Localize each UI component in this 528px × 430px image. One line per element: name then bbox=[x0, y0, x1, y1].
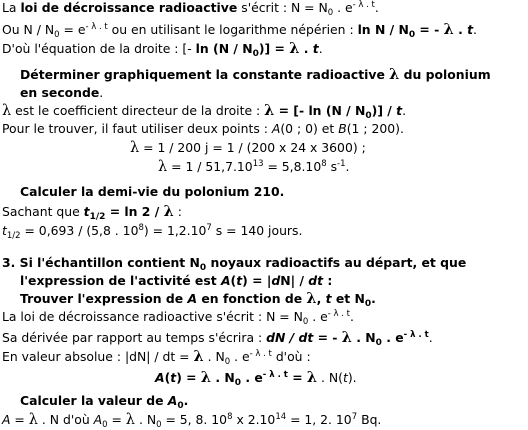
text: : bbox=[323, 273, 333, 288]
text: (1 ; 200). bbox=[346, 121, 404, 136]
subscript: 1/2 bbox=[6, 231, 21, 241]
formula: ln N / N bbox=[357, 22, 409, 37]
lambda-symbol: λ bbox=[158, 159, 168, 175]
half-life-symbol: t bbox=[83, 204, 90, 219]
formula: )] / bbox=[371, 103, 397, 118]
formula: = ln 2 / bbox=[105, 204, 164, 219]
subscript: 0 bbox=[199, 263, 207, 273]
text: La loi de décroissance radioactive s'écrit : N = N bbox=[2, 309, 303, 324]
half-life-formula-line bbox=[2, 203, 182, 222]
text: . bbox=[371, 291, 376, 306]
text: Sa dérivée par rapport au temps s'écrira : bbox=[2, 330, 267, 345]
subscript: 0 bbox=[302, 317, 309, 327]
time-variable: t bbox=[396, 103, 403, 118]
point-label: B bbox=[338, 121, 347, 136]
text: est le coefficient directeur de la droite : bbox=[11, 103, 265, 118]
text: = 5,8.10 bbox=[263, 159, 322, 174]
exponent: - λ . t bbox=[85, 22, 108, 32]
question-heading bbox=[20, 67, 491, 82]
time-variable: t bbox=[467, 22, 474, 37]
subscript: 0 bbox=[224, 357, 231, 367]
subscript: 1/2 bbox=[89, 212, 106, 222]
text: Trouver l'expression de bbox=[20, 291, 188, 306]
decay-law-line bbox=[2, 0, 379, 18]
activity-symbol: A bbox=[155, 370, 165, 385]
text: D'où l'équation de la droite : [- bbox=[2, 41, 196, 56]
text: . N( bbox=[317, 370, 343, 385]
text: d'où : bbox=[271, 349, 311, 364]
text: ou en utilisant le logarithme népérien : bbox=[107, 22, 358, 37]
text: N| / bbox=[280, 273, 309, 288]
text: . N bbox=[211, 370, 235, 385]
exponent: - λ . t bbox=[327, 309, 350, 319]
text: . bbox=[428, 330, 433, 345]
activity-symbol: A bbox=[93, 412, 103, 427]
text: Calculer la demi-vie du polonium 210. bbox=[20, 184, 285, 199]
text: noyaux radioactifs au départ, et que bbox=[206, 255, 467, 270]
text: ) = bbox=[176, 370, 201, 385]
exponent: -1 bbox=[337, 159, 346, 169]
exponent: 8 bbox=[138, 223, 144, 233]
text: . bbox=[473, 22, 477, 37]
exponent: 8 bbox=[227, 412, 233, 422]
decay-law-line bbox=[2, 309, 354, 327]
activity-symbol: A bbox=[220, 273, 231, 288]
exponent: 13 bbox=[252, 159, 264, 169]
text: = bbox=[10, 412, 29, 427]
text: , bbox=[316, 291, 326, 306]
text: = 5, 8. 10 bbox=[161, 412, 228, 427]
activity-result-line bbox=[2, 412, 381, 428]
lambda-symbol: λ bbox=[389, 66, 400, 83]
line-equation bbox=[2, 40, 323, 59]
text: . N bbox=[203, 349, 225, 364]
time-variable: t bbox=[170, 370, 177, 385]
formula: ln (N / N bbox=[195, 41, 253, 56]
text: Pour le trouver, il faut utiliser deux points : bbox=[2, 121, 272, 136]
formula: ln (N / N bbox=[308, 103, 366, 118]
subscript: 0 bbox=[54, 30, 60, 40]
text: : bbox=[173, 204, 182, 219]
exponent: 14 bbox=[275, 412, 287, 422]
text: en fonction de bbox=[197, 291, 307, 306]
text: Sachant que bbox=[2, 204, 84, 219]
text: . N bbox=[135, 412, 157, 427]
text: = 1, 2. 10 bbox=[286, 412, 352, 427]
lambda-symbol: λ bbox=[163, 203, 174, 220]
half-life-result-line bbox=[2, 223, 303, 241]
law-name: loi de décroissance radioactive bbox=[20, 0, 238, 15]
subscript: 0 bbox=[365, 111, 372, 121]
text: ). bbox=[347, 370, 357, 385]
text: . bbox=[183, 393, 189, 408]
subscript: 0 bbox=[234, 378, 242, 388]
text: . bbox=[345, 159, 350, 174]
text: . N d'où bbox=[37, 412, 94, 427]
time-variable: t bbox=[325, 291, 332, 306]
text: Déterminer graphiquement la constante radioactive bbox=[20, 67, 390, 82]
time-variable: t bbox=[236, 273, 243, 288]
text: Bq. bbox=[357, 412, 382, 427]
question-heading-cont bbox=[20, 85, 103, 100]
differential: d bbox=[271, 273, 281, 288]
subscript: 0 bbox=[177, 401, 184, 411]
subscript: 0 bbox=[156, 420, 162, 430]
exponent: 7 bbox=[351, 412, 358, 422]
lambda-symbol: λ bbox=[130, 140, 140, 156]
question-heading bbox=[2, 255, 467, 273]
activity-symbol: A bbox=[187, 291, 198, 306]
point-label: A bbox=[271, 121, 281, 136]
text: . e bbox=[230, 349, 250, 364]
half-life-symbol: t bbox=[2, 223, 7, 238]
lambda-calc-line bbox=[130, 140, 366, 156]
formula: = [- bbox=[274, 103, 309, 118]
text: Ou N / N bbox=[2, 22, 55, 37]
question-heading bbox=[20, 290, 376, 309]
text: = bbox=[287, 370, 307, 385]
log-line bbox=[2, 21, 477, 40]
formula: . e bbox=[381, 330, 404, 345]
formula: . N bbox=[351, 330, 376, 345]
exponent: 8 bbox=[321, 159, 327, 169]
text: En valeur absolue : |dN| / dt = bbox=[2, 349, 194, 364]
exponent: - λ . t bbox=[352, 0, 375, 10]
lambda-symbol: λ bbox=[125, 412, 135, 428]
lambda-symbol: λ bbox=[28, 412, 38, 428]
text: ( bbox=[230, 273, 237, 288]
subscript: 0 bbox=[327, 8, 334, 18]
text: et N bbox=[331, 291, 365, 306]
text: . e bbox=[333, 0, 353, 15]
points-line bbox=[2, 121, 404, 136]
text: en seconde bbox=[20, 85, 100, 100]
text: s bbox=[326, 159, 338, 174]
slope-line bbox=[2, 103, 406, 119]
lambda-symbol: λ bbox=[264, 102, 275, 119]
formula: . bbox=[299, 41, 313, 56]
subscript: 0 bbox=[375, 338, 382, 348]
lambda-symbol: λ bbox=[193, 348, 204, 365]
time-variable: t bbox=[312, 41, 319, 56]
lambda-symbol: λ bbox=[443, 21, 454, 38]
formula: = - bbox=[313, 330, 342, 345]
exponent: 7 bbox=[206, 223, 212, 233]
differential: dt bbox=[308, 273, 324, 288]
text: = 1 / 200 j = 1 / (200 x 24 x 3600) ; bbox=[139, 140, 366, 155]
text: = bbox=[107, 412, 126, 427]
text: 3. Si l'échantillon contient N bbox=[2, 255, 200, 270]
text: s = 140 jours. bbox=[211, 223, 303, 238]
activity-symbol: A bbox=[2, 412, 11, 427]
text: . e bbox=[241, 370, 263, 385]
text: . bbox=[99, 85, 104, 100]
lambda-symbol: λ bbox=[2, 103, 12, 119]
text: . bbox=[350, 309, 354, 324]
text: ) = | bbox=[242, 273, 272, 288]
activity-expression bbox=[155, 369, 357, 388]
subscript: 0 bbox=[364, 299, 372, 309]
text: La bbox=[2, 0, 21, 15]
subscript: 0 bbox=[102, 420, 108, 430]
question-heading bbox=[20, 393, 189, 411]
text: = 0,693 / (5,8 . 10 bbox=[20, 223, 139, 238]
exponent: - λ . t bbox=[249, 349, 272, 359]
text: ) = 1,2.10 bbox=[143, 223, 207, 238]
lambda-symbol: λ bbox=[341, 329, 352, 346]
text: . bbox=[402, 103, 407, 118]
formula: )] = bbox=[258, 41, 290, 56]
lambda-result-line bbox=[158, 159, 349, 175]
text: = 1 / 51,7.10 bbox=[167, 159, 253, 174]
text: = e bbox=[59, 22, 86, 37]
subscript: 0 bbox=[408, 30, 416, 40]
derivative: dN / dt bbox=[266, 330, 314, 345]
activity-symbol: A bbox=[167, 393, 178, 408]
lambda-symbol: λ bbox=[289, 40, 300, 57]
text: Calculer la valeur de bbox=[20, 393, 168, 408]
derivative-line bbox=[2, 329, 433, 348]
text: (0 ; 0) et bbox=[280, 121, 339, 136]
formula: = - bbox=[415, 22, 444, 37]
formula: . bbox=[453, 22, 468, 37]
lambda-symbol: λ bbox=[306, 290, 317, 307]
exponent: - λ . t bbox=[262, 370, 288, 380]
text: l'expression de l'activité est bbox=[20, 273, 221, 288]
text: . bbox=[318, 41, 323, 56]
time-variable: t bbox=[342, 370, 348, 385]
text: du polonium bbox=[399, 67, 491, 82]
lambda-symbol: λ bbox=[200, 369, 212, 386]
exponent: - λ . t bbox=[403, 330, 429, 340]
text: ( bbox=[164, 370, 171, 385]
absolute-value-line bbox=[2, 348, 311, 367]
text: x 2.10 bbox=[232, 412, 276, 427]
text: . bbox=[374, 0, 379, 15]
text: . e bbox=[308, 309, 328, 324]
subscript: 0 bbox=[252, 49, 259, 59]
question-heading-cont bbox=[20, 273, 332, 288]
text: s'écrit : N = N bbox=[237, 0, 328, 15]
question-heading bbox=[20, 184, 284, 199]
lambda-symbol: λ bbox=[306, 369, 318, 386]
